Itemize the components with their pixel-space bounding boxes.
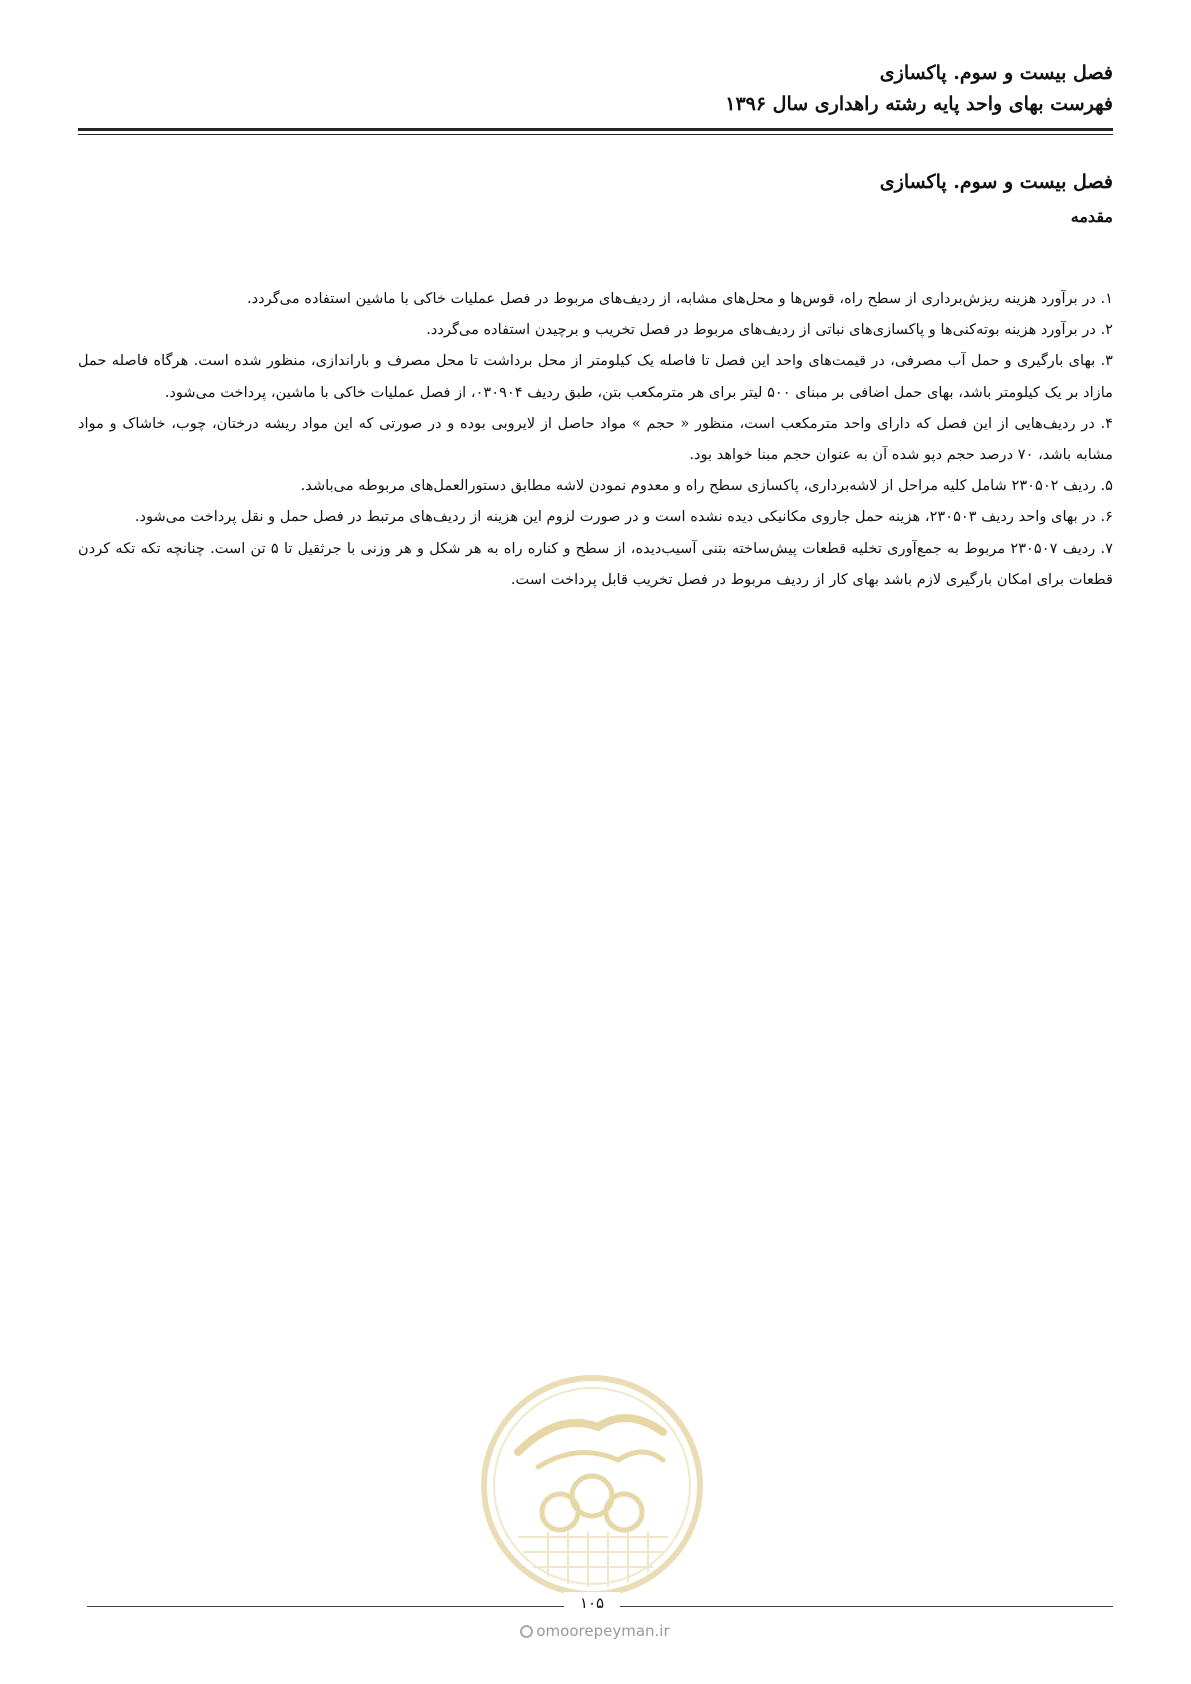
header-chapter-title: فصل بیست و سوم. پاکسازی <box>879 62 1113 84</box>
paragraph-2: ۲. در برآورد هزینه بوته‌کنی‌ها و پاکسازی‌های نباتی از ردیف‌های مربوط در فصل تخریب و برچیدن استفاده می‌گردد. <box>426 321 1113 339</box>
watermark-seal-logo <box>478 1372 706 1600</box>
page-header <box>78 58 1113 120</box>
header-document-title: فهرست بهای واحد پایه رشته راهداری سال ۱۳۹۶ <box>725 93 1113 115</box>
paragraph-1: ۱. در برآورد هزینه ریزش‌برداری از سطح راه، قوس‌ها و محل‌های مشابه، از ردیف‌های مربوط در فصل عملیات خاکی با ماشین استفاده می‌گردد. <box>247 290 1113 307</box>
paragraph-6: ۶. در بهای واحد ردیف ۲۳۰۵۰۳، هزینه حمل جاروی مکانیکی دیده نشده است و در صورت لزوم این هزینه از ردیف‌های مرتبط در فصل حمل و نقل پرداخت می‌شود. <box>134 508 1113 526</box>
page-number: ۱۰۵ <box>564 1592 620 1614</box>
paragraph-4: ۴. در ردیف‌هایی از این فصل که دارای واحد مترمکعب است، منظور « حجم » مواد حاصل از لایروبی بوده و در صورتی که این مواد ریشه درختان، چوب، خاشاک و مواد مشابه باشد، ۷۰ درصد حجم دپو شده آن به عنوان حجم مبنا خواهد بود. <box>78 414 1113 464</box>
paragraph-5: ۵. ردیف ۲۳۰۵۰۲ شامل کلیه مراحل از لاشه‌برداری، پاکسازی سطح راه و معدوم نمودن لاشه مطابق دستورالعمل‌های مربوطه می‌باشد. <box>300 477 1113 495</box>
paragraph-7: ۷. ردیف ۲۳۰۵۰۷ مربوط به جمع‌آوری تخلیه قطعات پیش‌ساخته بتنی آسیب‌دیده، از سطح و کناره راه به هر شکل و هر وزنی با جرثقیل تا ۵ تن است. چنانچه تکه تکه کردن قطعات برای امکان بارگیری لازم باشد بهای کار از ردیف مربوط در فصل تخریب قابل پرداخت است. <box>78 539 1113 588</box>
header-divider-thick <box>78 128 1113 131</box>
at-icon <box>520 1625 533 1638</box>
watermark-url <box>490 1622 700 1640</box>
header-divider-thin <box>78 134 1113 135</box>
watermark-text: omoorepeyman.ir <box>536 1622 670 1640</box>
body-text <box>78 283 1113 595</box>
paragraph-3: ۳. بهای بارگیری و حمل آب مصرفی، در قیمت‌های واحد این فصل تا فاصله یک کیلومتر از محل برداشت تا محل مصرف و باراندازی، منظور شده است. هرگاه فاصله حمل مازاد بر یک کیلومتر باشد، بهای حمل اضافی بر مبنای ۵۰۰ لیتر برای هر مترمکعب بتن، طبق ردیف ۰۳۰۹۰۴، از فصل عملیات خاکی با ماشین، پرداخت می‌شود. <box>78 352 1113 401</box>
section-title: فصل بیست و سوم. پاکسازی <box>879 171 1113 193</box>
section-subtitle: مقدمه <box>1070 207 1113 226</box>
